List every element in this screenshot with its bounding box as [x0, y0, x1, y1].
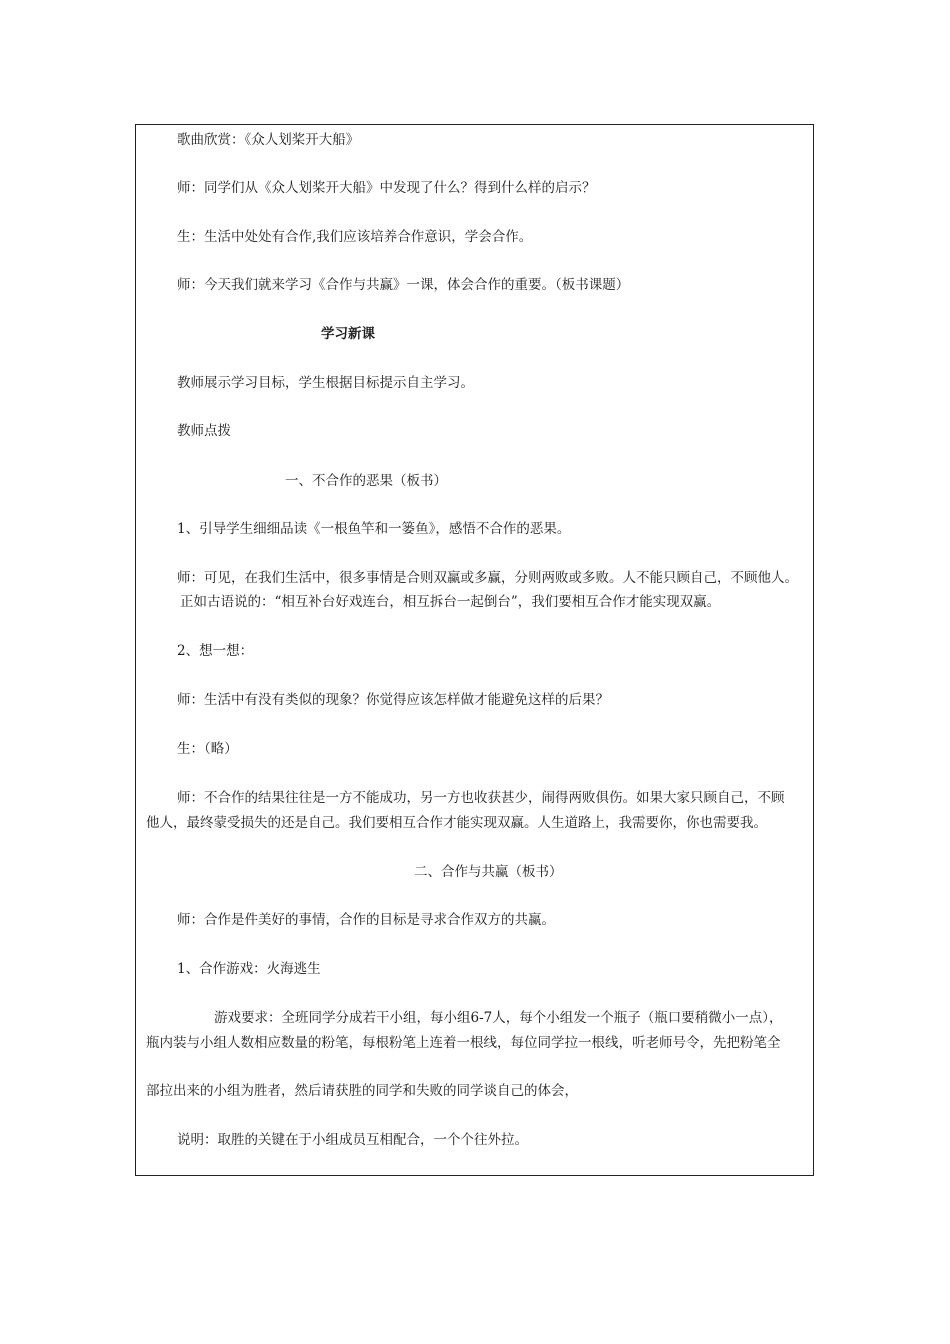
think-about-it-line: 2、想一想： — [177, 643, 254, 659]
teacher-summary-line-1: 师：不合作的结果往往是一方不能成功，另一方也收获甚少，闹得两败俱伤。如果大家只顾自己，不顾 — [177, 790, 785, 806]
reading-task-line: 1、引导学生细细品读《一根鱼竿和一篓鱼》，感悟不合作的恶果。 — [177, 521, 571, 537]
game-rules-line-3: 部拉出来的小组为胜者，然后请获胜的同学和失败的同学谈自己的体会， — [146, 1083, 578, 1099]
subheading-non-cooperation: 一、不合作的恶果（板书） — [285, 473, 447, 489]
song-appreciation-line: 歌曲欣赏：《众人划桨开大船》 — [177, 132, 360, 148]
learning-goals-line: 教师展示学习目标，学生根据目标提示自主学习。 — [177, 375, 474, 391]
game-title-line: 1、合作游戏：火海逃生 — [177, 961, 321, 977]
subheading-cooperation-win-win: 二、合作与共赢（板书） — [414, 864, 563, 880]
teacher-comment-line-2: 正如古语说的：“相互补台好戏连台，相互拆台一起倒台”，我们要相互合作才能实现双赢。 — [180, 594, 721, 610]
teacher-question-2-line: 师：生活中有没有类似的现象？你觉得应该怎样做才能避免这样的后果？ — [177, 692, 609, 708]
explanation-line: 说明：取胜的关键在于小组成员互相配合，一个个往外拉。 — [177, 1132, 528, 1148]
teacher-question-line: 师：同学们从《众人划桨开大船》中发现了什么？得到什么样的启示？ — [177, 180, 596, 196]
student-omitted-line: 生：（略） — [177, 741, 238, 757]
student-answer-line: 生：生活中处处有合作,我们应该培养合作意识，学会合作。 — [177, 229, 533, 245]
lesson-intro-line: 师：今天我们就来学习《合作与共赢》一课，体会合作的重要。（板书课题） — [177, 277, 630, 293]
teacher-comment-line-1: 师：可见，在我们生活中，很多事情是合则双赢或多赢，分则两败或多败。人不能只顾自己，不顾他人。 — [177, 570, 798, 586]
game-rules-line-2: 瓶内装与小组人数相应数量的粉笔，每根粉笔上连着一根线，每位同学拉一根线，听老师号令，先把粉笔全 — [146, 1035, 781, 1051]
cooperation-goal-line: 师：合作是件美好的事情，合作的目标是寻求合作双方的共赢。 — [177, 912, 555, 928]
game-rules-line-1: 游戏要求：全班同学分成若干小组，每小组6-7人，每个小组发一个瓶子（瓶口要稍微小一点）， — [214, 1010, 783, 1026]
teacher-guidance-line: 教师点拨 — [177, 423, 231, 439]
section-heading-new-lesson: 学习新课 — [321, 326, 375, 342]
teacher-summary-line-2: 他人，最终蒙受损失的还是自己。我们要相互合作才能实现双赢。人生道路上，我需要你，你也需要我。 — [146, 815, 767, 831]
